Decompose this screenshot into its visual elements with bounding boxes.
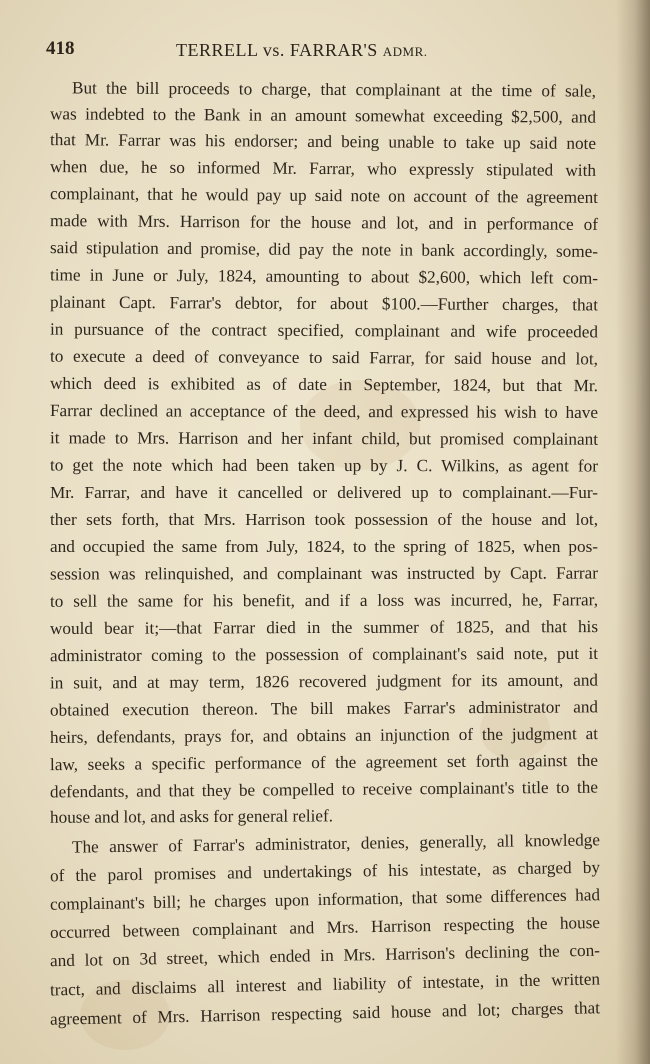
running-head-abbrev: ADMR. [382,44,428,59]
text-line: But the bill proceeds to charge, that complainant at the time of sale, [71,78,597,101]
text-line: in pursuance of the contract specified, complainant and wife proceeded [49,319,599,342]
text-line: made with Mrs. Harrison for the house and lot, and in performance of [49,211,599,234]
text-line: of the parol promises and undertakings of his intestate, as charged by [49,857,601,886]
text-line: to get the note which had been taken up by J. C. Wilkins, as agent for [49,455,599,476]
text-line: was indebted to the Bank in an amount somewhat exceeding $2,500, and [49,104,597,127]
text-line: tract, and disclaims all interest and liability of intestate, in the written [49,969,601,1000]
text-line: when due, he so informed Mr. Farrar, who expressly stipulated with [49,157,597,180]
text-line: it made to Mrs. Harrison and her infant child, but promised complainant [49,428,599,449]
text-line: which deed is exhibited as of date in September, 1824, but that Mr. [49,373,599,396]
text-line: time in June or July, 1824, amounting to about $2,600, which left com- [49,265,599,288]
text-line: plainant Capt. Farrar's debtor, for about $100.—Further charges, that [49,292,599,315]
text-line: would bear it;—that Farrar died in the summer of 1825, and that his [49,617,599,638]
text-line: session was relinquished, and complainant was instructed by Capt. Farrar [49,563,599,584]
text-line: law, seeks a specific performance of the agreement set forth against the [49,750,599,775]
text-line: said stipulation and promise, did pay the note in bank accordingly, some- [49,238,599,261]
text-line: to execute a deed of conveyance to said Farrar, for said house and lot, [49,346,599,369]
text-line: complainant's bill; he charges upon information, that some differences had [49,885,601,914]
page-number: 418 [46,38,75,59]
text-line: defendants, and that they be compelled to receive complainant's title to the [49,777,599,802]
text-line: and occupied the same from July, 1824, to the spring of 1825, when pos- [50,537,598,556]
text-line: house and lot, and asks for general relief. [49,806,334,827]
text-line: Farrar declined an acceptance of the deed, and expressed his wish to have [49,401,599,422]
text-line: to sell the same for his benefit, and if a loss was incurred, he, Farrar, [49,590,599,611]
text-line: in suit, and at may term, 1826 recovered judgment for its amount, and [49,670,599,693]
text-line: The answer of Farrar's administrator, denies, generally, all knowledge [71,830,601,857]
text-line: complainant, that he would pay up said note on account of the agreement [49,184,599,207]
text-line: Mr. Farrar, and have it cancelled or delivered up to complainant.—Fur- [50,483,598,502]
text-line: heirs, defendants, prays for, and obtains an injunction of the judgment at [49,724,599,747]
running-head-title: TERRELL vs. FARRAR'S [176,40,383,60]
text-line: obtained execution thereon. The bill makes Farrar's administrator and [49,697,599,720]
text-line: occurred between complainant and Mrs. Harrison respecting the house [49,912,601,943]
text-line: administrator coming to the possession of complainant's said note, put it [49,643,599,666]
text-line: that Mr. Farrar was his endorser; and being unable to take up said note [49,130,597,153]
text-line: ther sets forth, that Mrs. Harrison took possession of the house and lot, [50,510,598,529]
text-line: agreement of Mrs. Harrison respecting said house and lot; charges that [49,998,601,1029]
text-line: and lot on 3d street, which ended in Mrs. Harrison's declining the con- [49,940,601,971]
